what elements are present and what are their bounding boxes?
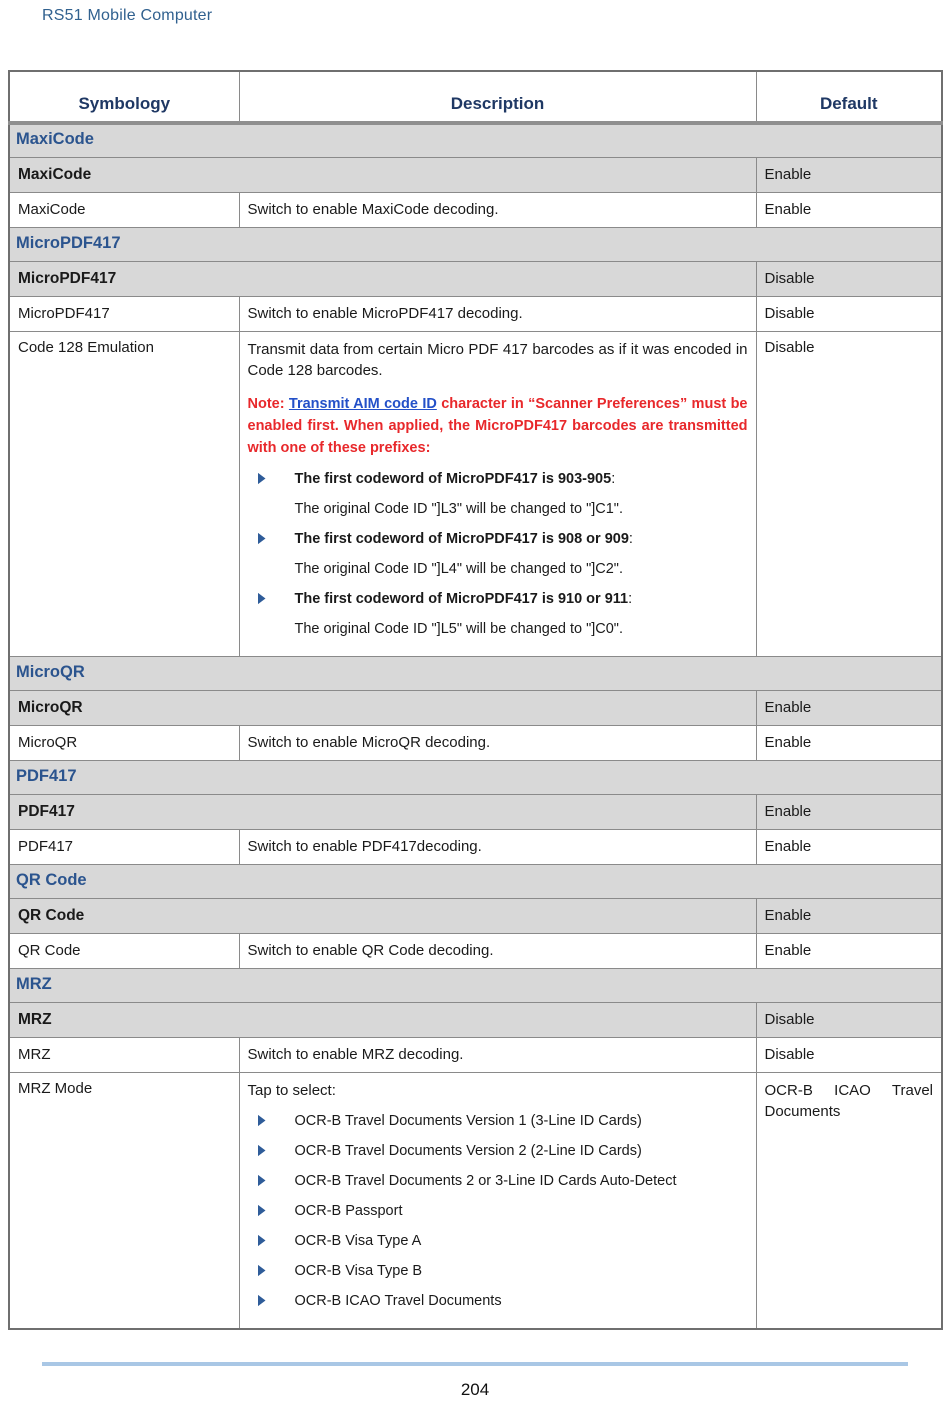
default-cell: Disable xyxy=(756,331,942,656)
group-default-pdf417: Enable xyxy=(756,794,942,829)
default-cell: Disable xyxy=(756,1037,942,1072)
symbology-cell: MicroQR xyxy=(9,725,239,760)
group-label-micropdf417: MicroPDF417 xyxy=(9,261,756,296)
bullet-title: The first codeword of MicroPDF417 is 908 or 909: xyxy=(294,530,633,547)
page-footer xyxy=(42,1362,908,1400)
bullet-detail: The original Code ID "]L4" will be changed to "]C2". xyxy=(294,560,623,577)
table-row-micropdf417 xyxy=(9,296,942,331)
table-row-mrz-mode xyxy=(9,1072,942,1329)
table-row-maxicode xyxy=(9,192,942,227)
group-row-mrz xyxy=(9,1002,942,1037)
table-row-microqr xyxy=(9,725,942,760)
group-default-microqr: Enable xyxy=(756,690,942,725)
mrz-mode-option[interactable]: OCR-B Travel Documents Version 2 (2-Line ID Cards) xyxy=(258,1141,748,1162)
description-cell: Switch to enable PDF417decoding. xyxy=(239,829,756,864)
page-title: RS51 Mobile Computer xyxy=(42,7,213,24)
bullet-title: The first codeword of MicroPDF417 is 903-905: xyxy=(294,470,616,487)
mrz-mode-option[interactable]: OCR-B ICAO Travel Documents xyxy=(258,1291,748,1312)
description-cell: Switch to enable MicroQR decoding. xyxy=(239,725,756,760)
group-label-microqr: MicroQR xyxy=(9,690,756,725)
table-header-row xyxy=(9,71,942,123)
group-label-mrz: MRZ xyxy=(9,1002,756,1037)
symbology-cell: MaxiCode xyxy=(9,192,239,227)
group-row-qrcode xyxy=(9,898,942,933)
transmit-aim-code-id-link[interactable]: Transmit AIM code ID xyxy=(288,395,437,412)
mrz-mode-option[interactable]: OCR-B Travel Documents 2 or 3-Line ID Cards Auto-Detect xyxy=(258,1171,748,1192)
mrz-mode-option[interactable]: OCR-B Passport xyxy=(258,1201,748,1222)
arrow-bullet-icon xyxy=(258,1115,266,1127)
table-row-mrz xyxy=(9,1037,942,1072)
default-cell: Enable xyxy=(756,192,942,227)
mrz-mode-option[interactable]: OCR-B Visa Type A xyxy=(258,1231,748,1252)
section-title-mrz: MRZ xyxy=(9,968,942,1002)
arrow-bullet-icon xyxy=(258,1175,266,1187)
description-cell: Switch to enable MicroPDF417 decoding. xyxy=(239,296,756,331)
bullet-detail: The original Code ID "]L5" will be changed to "]C0". xyxy=(294,620,623,637)
group-row-pdf417 xyxy=(9,794,942,829)
group-default-mrz: Disable xyxy=(756,1002,942,1037)
bullet-item xyxy=(258,469,748,529)
description-cell-code128 xyxy=(239,331,756,656)
mrz-mode-option-list xyxy=(248,1111,748,1312)
arrow-bullet-icon xyxy=(258,533,266,545)
default-cell: OCR-B ICAO Travel Documents xyxy=(756,1072,942,1329)
symbology-settings-table xyxy=(8,70,943,1330)
section-row-mrz xyxy=(9,968,942,1002)
group-row-maxicode xyxy=(9,157,942,192)
group-default-maxicode: Enable xyxy=(756,157,942,192)
description-cell: Switch to enable MRZ decoding. xyxy=(239,1037,756,1072)
description-cell: Switch to enable MaxiCode decoding. xyxy=(239,192,756,227)
arrow-bullet-icon xyxy=(258,1265,266,1277)
page-number: 204 xyxy=(460,1380,490,1399)
default-cell: Enable xyxy=(756,829,942,864)
column-header-default: Default xyxy=(756,71,942,123)
group-label-maxicode: MaxiCode xyxy=(9,157,756,192)
symbology-cell: MRZ xyxy=(9,1037,239,1072)
mrz-mode-intro: Tap to select: xyxy=(247,1081,336,1099)
default-cell: Enable xyxy=(756,933,942,968)
column-header-symbology: Symbology xyxy=(9,71,239,123)
section-row-microqr xyxy=(9,656,942,690)
group-default-qrcode: Enable xyxy=(756,898,942,933)
code128-description: Transmit data from certain Micro PDF 417 barcodes as if it was encoded in Code 128 barcodes. xyxy=(247,340,748,379)
description-cell: Switch to enable QR Code decoding. xyxy=(239,933,756,968)
symbology-cell: Code 128 Emulation xyxy=(9,331,239,656)
footer-divider xyxy=(42,1362,908,1366)
default-cell: Enable xyxy=(756,725,942,760)
symbology-cell: PDF417 xyxy=(9,829,239,864)
group-default-micropdf417: Disable xyxy=(756,261,942,296)
symbology-cell: QR Code xyxy=(9,933,239,968)
section-title-qrcode: QR Code xyxy=(9,864,942,898)
arrow-bullet-icon xyxy=(258,1205,266,1217)
description-cell-mrz-mode xyxy=(239,1072,756,1329)
symbology-cell: MRZ Mode xyxy=(9,1072,239,1329)
column-header-description: Description xyxy=(239,71,756,123)
arrow-bullet-icon xyxy=(258,1295,266,1307)
section-title-maxicode: MaxiCode xyxy=(9,123,942,157)
section-title-pdf417: PDF417 xyxy=(9,760,942,794)
section-title-micropdf417: MicroPDF417 xyxy=(9,227,942,261)
bullet-item xyxy=(258,529,748,589)
section-row-maxicode xyxy=(9,123,942,157)
section-row-pdf417 xyxy=(9,760,942,794)
bullet-title: The first codeword of MicroPDF417 is 910 or 911: xyxy=(294,590,633,607)
mrz-mode-option[interactable]: OCR-B Travel Documents Version 1 (3-Line ID Cards) xyxy=(258,1111,748,1132)
arrow-bullet-icon xyxy=(258,1235,266,1247)
section-row-qrcode xyxy=(9,864,942,898)
group-label-pdf417: PDF417 xyxy=(9,794,756,829)
code128-note xyxy=(248,393,748,459)
group-row-microqr xyxy=(9,690,942,725)
arrow-bullet-icon xyxy=(258,1145,266,1157)
note-label: Note: xyxy=(247,395,289,412)
table-row-code128-emulation xyxy=(9,331,942,656)
default-cell: Disable xyxy=(756,296,942,331)
symbology-cell: MicroPDF417 xyxy=(9,296,239,331)
bullet-detail: The original Code ID "]L3" will be changed to "]C1". xyxy=(294,500,623,517)
note-text: character in “Scanner Preferences” must be enabled first. When applied, the MicroPDF417 barcodes are transmitted with one of these prefixes: xyxy=(247,395,748,456)
section-title-microqr: MicroQR xyxy=(9,656,942,690)
table-row-pdf417 xyxy=(9,829,942,864)
group-label-qrcode: QR Code xyxy=(9,898,756,933)
bullet-item xyxy=(258,589,748,649)
arrow-bullet-icon xyxy=(258,473,266,485)
arrow-bullet-icon xyxy=(258,593,266,605)
section-row-micropdf417 xyxy=(9,227,942,261)
table-row-qrcode xyxy=(9,933,942,968)
group-row-micropdf417 xyxy=(9,261,942,296)
mrz-mode-option[interactable]: OCR-B Visa Type B xyxy=(258,1261,748,1282)
code128-bullet-list xyxy=(248,469,748,649)
